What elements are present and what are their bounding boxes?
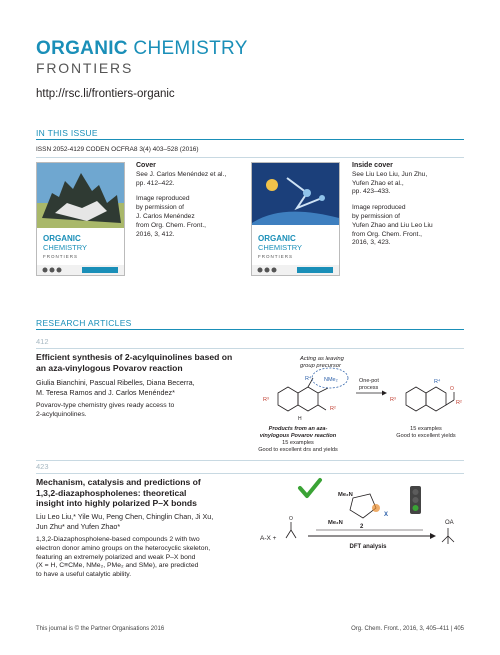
article-description: Povarov-type chemistry gives ready access to 2-acylquinolines. — [36, 402, 175, 418]
section-rule — [36, 139, 464, 140]
article-authors: Liu Leo Liu,* Yile Wu, Peng Chen, Chinglin Chan, Ji Xu, Jun Zhu* and Yufen Zhao* — [36, 512, 214, 531]
inside-cover-caption: Inside cover See Liu Leo Liu, Jun Zhu, Yufen Zhao et al., pp. 423–433. Image reproduced by permission of Yufen Zhao and Liu Leo Liu from Org. Chem. Front., 2016, 3, 423. — [352, 162, 433, 247]
svg-text:R²: R² — [330, 406, 336, 412]
cover-illustration — [37, 163, 124, 275]
scheme-caption-left-4: Good to excellent drs and yields — [258, 447, 338, 453]
svg-text:H: H — [298, 416, 302, 422]
scheme-caption-left-3: 15 examples — [282, 440, 314, 446]
reaction-scheme-2 — [258, 476, 468, 586]
section-heading-issue: IN THIS ISSUE — [36, 128, 98, 138]
scheme-arrow-label: DFT analysis — [349, 544, 387, 550]
reaction-scheme-1 — [258, 348, 468, 458]
footer-citation: Org. Chem. Front., 2016, 3, 405–411 | 405 — [351, 626, 464, 632]
cover-image — [36, 162, 125, 276]
section-heading-research: RESEARCH ARTICLES — [36, 318, 132, 328]
svg-text:R²: R² — [456, 400, 462, 406]
divider — [36, 473, 464, 474]
svg-text:NMe₂: NMe₂ — [324, 377, 338, 383]
scheme-reagent: A-X + — [260, 535, 277, 542]
compound-number: 2 — [360, 524, 364, 530]
svg-text:X: X — [384, 512, 389, 518]
article-title[interactable]: Efficient synthesis of 2-acylquinolines based on an aza-vinylogous Povarov reaction — [36, 352, 233, 373]
inside-cover-title-3: FRONTIERS — [258, 254, 294, 259]
article-page-number: 412 — [36, 337, 49, 346]
section-rule — [36, 329, 464, 330]
svg-text:O: O — [289, 516, 293, 522]
article-authors: Giulia Bianchini, Pascual Ribelles, Diana Becerra, M. Teresa Ramos and J. Carlos Menéndez* — [36, 378, 195, 397]
check-icon — [300, 480, 320, 496]
inside-cover-title-1: ORGANIC — [258, 234, 296, 243]
article-page-number: 423 — [36, 462, 49, 471]
svg-text:R³: R³ — [263, 397, 269, 403]
scheme-caption-right-2: Good to excellent yields — [396, 433, 456, 439]
scheme-label-leaving-2: group precursor — [300, 363, 341, 369]
svg-text:R⁴: R⁴ — [305, 376, 312, 382]
scheme-caption-left-1: Products from an aza- — [268, 426, 328, 432]
issn-line: ISSN 2052-4129 CODEN OCFRA8 3(4) 403–528 (2016) — [36, 146, 199, 153]
cover-caption: Cover See J. Carlos Menéndez et al., pp. 412–422. Image reproduced by permission of J. Carlos Menéndez from Org. Chem. Front., 2016, 3, 412. — [136, 162, 227, 238]
journal-subtitle: FRONTIERS — [36, 60, 134, 76]
scheme-label-leaving-1: Acting as leaving — [300, 356, 344, 362]
cover-title-3: FRONTIERS — [43, 254, 79, 259]
svg-text:R³: R³ — [390, 397, 396, 403]
cover-title-1: ORGANIC — [43, 234, 81, 243]
svg-text:Me₂N: Me₂N — [338, 492, 353, 498]
scheme-caption-right-1: 15 examples — [410, 426, 442, 432]
inside-cover-image — [251, 162, 340, 276]
scheme-arrow-label-1: One-pot — [359, 378, 379, 384]
journal-title: ORGANIC CHEMISTRY — [36, 38, 248, 59]
inside-cover-title-2: CHEMISTRY — [258, 243, 303, 252]
inside-cover-illustration — [252, 163, 339, 275]
journal-url[interactable]: http://rsc.li/frontiers-organic — [36, 88, 175, 100]
footer-copyright: This journal is © the Partner Organisations 2016 — [36, 626, 165, 632]
svg-text:O: O — [450, 386, 454, 392]
scheme-product: OA — [445, 520, 454, 526]
svg-text:Me₂N: Me₂N — [328, 520, 343, 526]
article-description: 1,3,2-Diazaphospholene-based compounds 2 with two electron donor amino groups on the heterocyclic skeleton, featuring an extremely polarized and weak P–X bond (X = H, C≡CMe, NMe₂, PMe₂ and SMe), are predicted to have a useful catalytic ability. — [36, 536, 211, 579]
svg-text:R⁴: R⁴ — [434, 379, 441, 385]
cover-title-2: CHEMISTRY — [43, 243, 88, 252]
article-title[interactable]: Mechanism, catalysis and predictions of 1,3,2-diazaphospholenes: theoretical insight into highly polarized P–X bonds — [36, 477, 201, 508]
scheme-arrow-label-2: process — [359, 385, 379, 391]
scheme-caption-left-2: vinylogous Povarov reaction — [259, 433, 337, 439]
divider — [36, 157, 464, 158]
divider — [36, 460, 464, 461]
